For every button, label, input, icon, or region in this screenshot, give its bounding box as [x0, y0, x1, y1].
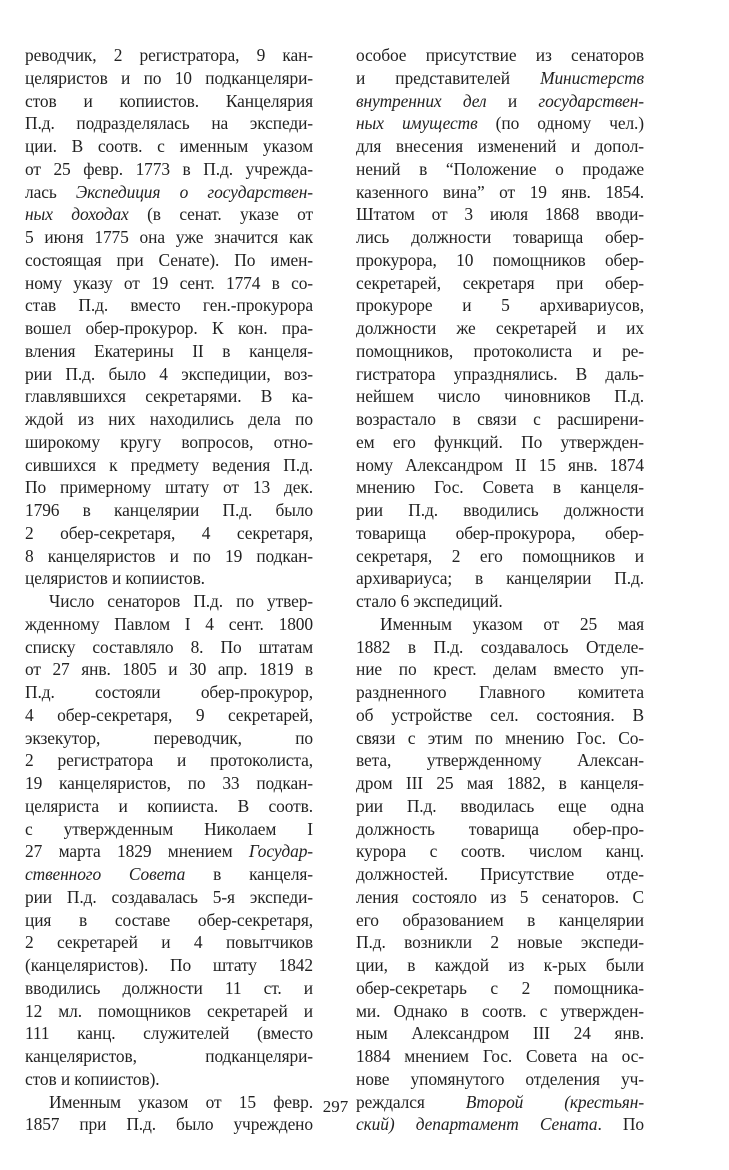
italic-term: Министерств	[540, 67, 644, 88]
text-line	[25, 886, 313, 909]
italic-term: Государ-	[248, 841, 313, 862]
text-run: с утвержденным Николаем I	[25, 818, 313, 839]
text-line	[25, 909, 313, 932]
text-run: П.д. возникли 2 новые экспеди-	[356, 932, 644, 953]
text-run: помощников, протоколиста и ре-	[356, 340, 644, 361]
text-run: ции. В соотв. с именным указом	[25, 136, 313, 156]
italic-term: (крестьян-	[564, 1091, 645, 1112]
text-run: вошел обер-прокурор. К кон. пра-	[25, 318, 313, 338]
text-run: ждой из них находились дела по	[25, 409, 313, 429]
text-line	[356, 658, 644, 681]
text-line	[356, 886, 644, 909]
text-line	[356, 294, 644, 317]
text-run: ции, в каждой из к-рых были	[356, 955, 644, 975]
text-line	[25, 1068, 313, 1091]
text-line	[25, 545, 313, 568]
text-line	[356, 1045, 644, 1068]
text-run: рии П.д. создавалась 5-я экспеди-	[25, 886, 313, 907]
text-run: состоящая при Сенате). По имен-	[25, 249, 313, 270]
text-line	[356, 499, 644, 522]
text-run: секретаря, 2 его помощников и	[356, 545, 644, 566]
text-run: секретарей, секретаря при обер-	[356, 272, 644, 293]
text-line	[25, 249, 313, 272]
text-run: широкому кругу вопросов, отно-	[25, 431, 313, 452]
text-run: для внесения изменений и допол-	[356, 136, 644, 156]
text-line	[356, 158, 644, 181]
text-run: гистратора упразднялись. В даль-	[356, 363, 644, 384]
text-run: канцеляристов, подканцеляри-	[25, 1046, 313, 1066]
text-line	[356, 90, 644, 113]
text-line	[25, 931, 313, 954]
text-line	[25, 636, 313, 659]
text-run: Штатом от 3 июля 1868 вводи-	[356, 204, 644, 225]
text-line	[356, 1068, 644, 1091]
text-run: (по одному чел.)	[477, 113, 644, 134]
text-run: 2 обер-секретаря, 4 секретаря,	[25, 522, 313, 543]
text-run: Число сенаторов П.д. по утвер-	[49, 591, 313, 611]
text-line	[356, 340, 644, 363]
text-run: ми. Однако в соотв. с утвержден-	[356, 1000, 644, 1021]
text-run: 8 канцеляристов и по 19 подкан-	[25, 545, 313, 566]
text-line	[356, 363, 644, 386]
paragraph-first-line	[356, 613, 644, 636]
text-line	[25, 44, 313, 67]
text-line	[356, 476, 644, 499]
text-line	[25, 772, 313, 795]
text-run: лась	[25, 181, 76, 202]
text-line	[25, 727, 313, 750]
text-line	[25, 340, 313, 363]
text-run: 1796 в канцелярии П.д. было	[25, 500, 313, 520]
text-line	[356, 545, 644, 568]
text-line	[356, 112, 644, 135]
text-run: от 27 янв. 1805 и 30 апр. 1819 в	[25, 659, 313, 680]
text-line	[356, 749, 644, 772]
text-run: стов и копиистов. Канцелярия	[25, 90, 313, 111]
text-run: . По	[597, 1114, 644, 1135]
text-run: ем его функций. По утвержден-	[356, 431, 644, 452]
text-line	[25, 863, 313, 886]
text-run: связи с этим по мнению Гос. Со-	[356, 727, 644, 748]
text-run: (канцеляристов). По штату 1842	[25, 955, 313, 975]
text-line	[25, 1045, 313, 1068]
text-line	[25, 681, 313, 704]
text-run: рии П.д. было 4 экспедиции, воз-	[25, 363, 313, 384]
text-run: казенного вина” от 19 янв. 1854.	[356, 181, 644, 202]
text-run: от 25 февр. 1773 в П.д. учрежда-	[25, 158, 313, 179]
left-text-column	[25, 44, 313, 1136]
text-run: 4 обер-секретаря, 9 секретарей,	[25, 704, 313, 725]
text-line	[356, 727, 644, 750]
text-line	[356, 681, 644, 704]
text-line	[356, 385, 644, 408]
text-run: ция в составе обер-секретаря,	[25, 909, 313, 930]
text-line	[356, 431, 644, 454]
text-run: рии П.д. вводились должности	[356, 500, 644, 520]
text-line	[356, 795, 644, 818]
text-line	[356, 909, 644, 932]
text-run: Именным указом от 15 февр.	[49, 1091, 313, 1112]
text-line	[25, 1022, 313, 1045]
text-run: 1882 в П.д. создавалось Отделе-	[356, 636, 644, 657]
text-line	[356, 863, 644, 886]
text-line	[25, 613, 313, 636]
text-run: списку составляло 8. По штатам	[25, 636, 313, 657]
text-line	[25, 112, 313, 135]
text-line	[25, 408, 313, 431]
text-run: 12 мл. помощников секретарей и	[25, 1000, 313, 1021]
text-line	[25, 385, 313, 408]
text-run: По примерному штату от 13 дек.	[25, 477, 313, 498]
text-run: рии П.д. вводилась еще одна	[356, 795, 644, 816]
text-line	[25, 67, 313, 90]
text-run: 1857 при П.д. было учреждено	[25, 1114, 313, 1135]
text-line	[25, 454, 313, 477]
text-run: стов и копиистов).	[25, 1068, 160, 1089]
text-line	[356, 317, 644, 340]
text-run: 2 секретарей и 4 повытчиков	[25, 932, 313, 953]
text-run: в канцеля-	[185, 864, 313, 884]
text-run: (в сенат. указе от	[128, 204, 313, 225]
text-line	[25, 704, 313, 727]
text-line	[356, 818, 644, 841]
text-line	[356, 840, 644, 863]
text-line	[25, 203, 313, 226]
text-line	[356, 272, 644, 295]
text-run: архивариуса; в канцелярии П.д.	[356, 568, 644, 589]
text-run: вления Екатерины II в канцеля-	[25, 340, 313, 361]
text-run: его образованием в канцелярии	[356, 909, 644, 930]
text-run: и представителей	[356, 67, 541, 88]
text-line	[25, 135, 313, 158]
text-line	[25, 658, 313, 681]
text-run: П.д. подразделялась на экспеди-	[25, 113, 313, 134]
text-run: 1884 мнением Гос. Совета на ос-	[356, 1046, 644, 1066]
text-line	[25, 226, 313, 249]
text-run: нений в “Положение о продаже	[356, 158, 644, 179]
text-line	[25, 363, 313, 386]
text-run: главлявшихся секретарями. В ка-	[25, 386, 313, 407]
text-run: прокуроре и 5 архивариусов,	[356, 295, 644, 316]
text-line	[356, 1022, 644, 1045]
text-line	[356, 454, 644, 477]
text-run: должности же секретарей и их	[356, 318, 644, 338]
text-line	[25, 567, 313, 590]
page-number-text: 297	[322, 1097, 349, 1116]
text-run: особое присутствие из сенаторов	[356, 45, 644, 65]
text-run: сившихся к предмету ведения П.д.	[25, 454, 313, 475]
text-line	[356, 704, 644, 727]
text-line	[356, 1000, 644, 1023]
text-line	[356, 67, 644, 90]
text-run: 5 июня 1775 она уже значится как	[25, 227, 313, 247]
text-run: раздненного Главного комитета	[356, 682, 644, 702]
paragraph-first-line	[25, 590, 313, 613]
text-run: Именным указом от 25 мая	[380, 613, 644, 634]
text-line	[25, 272, 313, 295]
text-line	[356, 203, 644, 226]
text-line	[356, 249, 644, 272]
text-line	[356, 522, 644, 545]
text-line	[356, 590, 644, 613]
italic-term: ных имуществ	[356, 113, 478, 134]
text-line	[25, 954, 313, 977]
text-run: 111 канц. служителей (вместо	[25, 1023, 313, 1044]
text-line	[356, 567, 644, 590]
text-run: обер-секретарь с 2 помощника-	[356, 977, 644, 998]
text-line	[25, 90, 313, 113]
text-line	[25, 499, 313, 522]
text-run: ному указу от 19 сент. 1774 в со-	[25, 272, 313, 293]
text-line	[356, 977, 644, 1000]
text-run: ному Александром II 15 янв. 1874	[356, 454, 644, 475]
text-line	[356, 408, 644, 431]
text-run: прокурора, 10 помощников обер-	[356, 249, 644, 270]
text-line	[25, 158, 313, 181]
text-line	[356, 772, 644, 795]
text-run: об устройстве сел. состояния. В	[356, 704, 644, 725]
text-line	[25, 840, 313, 863]
text-run: и	[486, 90, 539, 111]
text-run: стало 6 экспедиций.	[356, 591, 503, 611]
text-run: став П.д. вместо ген.-прокурора	[25, 295, 313, 316]
text-line	[356, 931, 644, 954]
text-line	[25, 294, 313, 317]
text-run: лись должности товарища обер-	[356, 227, 644, 247]
text-line	[25, 431, 313, 454]
text-line	[356, 44, 644, 67]
text-run: экзекутор, переводчик, по	[25, 727, 313, 748]
text-line	[25, 977, 313, 1000]
text-run: возрастало в связи с расширени-	[356, 409, 644, 429]
text-run: мнению Гос. Совета в канцеля-	[356, 477, 644, 498]
text-line	[25, 795, 313, 818]
text-line	[356, 636, 644, 659]
text-run: вета, утвержденному Алексан-	[356, 750, 644, 771]
text-line	[25, 749, 313, 772]
text-line	[25, 476, 313, 499]
italic-term: ных доходах	[25, 204, 129, 225]
text-run: реводчик, 2 регистратора, 9 кан-	[25, 45, 313, 65]
text-line	[25, 181, 313, 204]
text-line	[25, 1000, 313, 1023]
text-run: ным Александром III 24 янв.	[356, 1023, 644, 1044]
page-number	[0, 1097, 729, 1117]
right-text-column	[356, 44, 644, 1136]
text-run: должность товарища обер-про-	[356, 818, 644, 839]
italic-term: государствен-	[538, 90, 644, 111]
text-run: вводились должности 11 ст. и	[25, 977, 313, 998]
text-line	[25, 317, 313, 340]
italic-term: Второй	[465, 1091, 524, 1112]
text-run: реждался	[356, 1091, 466, 1112]
italic-term: ский) департамент Сената	[356, 1114, 598, 1135]
text-run: курора с соотв. числом канц.	[356, 841, 644, 862]
text-line	[356, 181, 644, 204]
text-run: 19 канцеляристов, по 33 подкан-	[25, 773, 313, 793]
text-run: 2 регистратора и протоколиста,	[25, 750, 313, 771]
text-run: дром III 25 мая 1882, в канцеля-	[356, 773, 644, 793]
text-run: целяристов и копиистов.	[25, 568, 205, 589]
text-line	[356, 226, 644, 249]
text-line	[25, 818, 313, 841]
italic-term: ственного Совета	[25, 864, 186, 884]
text-run: ления состояло из 5 сенаторов. С	[356, 886, 644, 907]
italic-term: внутренних дел	[356, 90, 487, 111]
text-run: нейшем число чиновников П.д.	[356, 386, 644, 407]
text-line	[25, 522, 313, 545]
text-run: должностей. Присутствие отде-	[356, 864, 644, 884]
text-run: П.д. состояли обер-прокурор,	[25, 682, 313, 702]
text-run: товарища обер-прокурора, обер-	[356, 522, 644, 543]
text-run: 27 марта 1829 мнением	[25, 841, 249, 862]
text-run: целяриста и копииста. В соотв.	[25, 795, 313, 816]
text-run: ние по крест. делам вместо уп-	[356, 659, 644, 680]
text-run: целяристов и по 10 подканцеляри-	[25, 67, 313, 88]
italic-term: Экспедиция о государствен-	[75, 181, 313, 202]
text-run: нове упомянутого отделения уч-	[356, 1068, 644, 1089]
text-line	[356, 954, 644, 977]
text-run: жденному Павлом I 4 сент. 1800	[25, 613, 313, 634]
text-line	[356, 135, 644, 158]
